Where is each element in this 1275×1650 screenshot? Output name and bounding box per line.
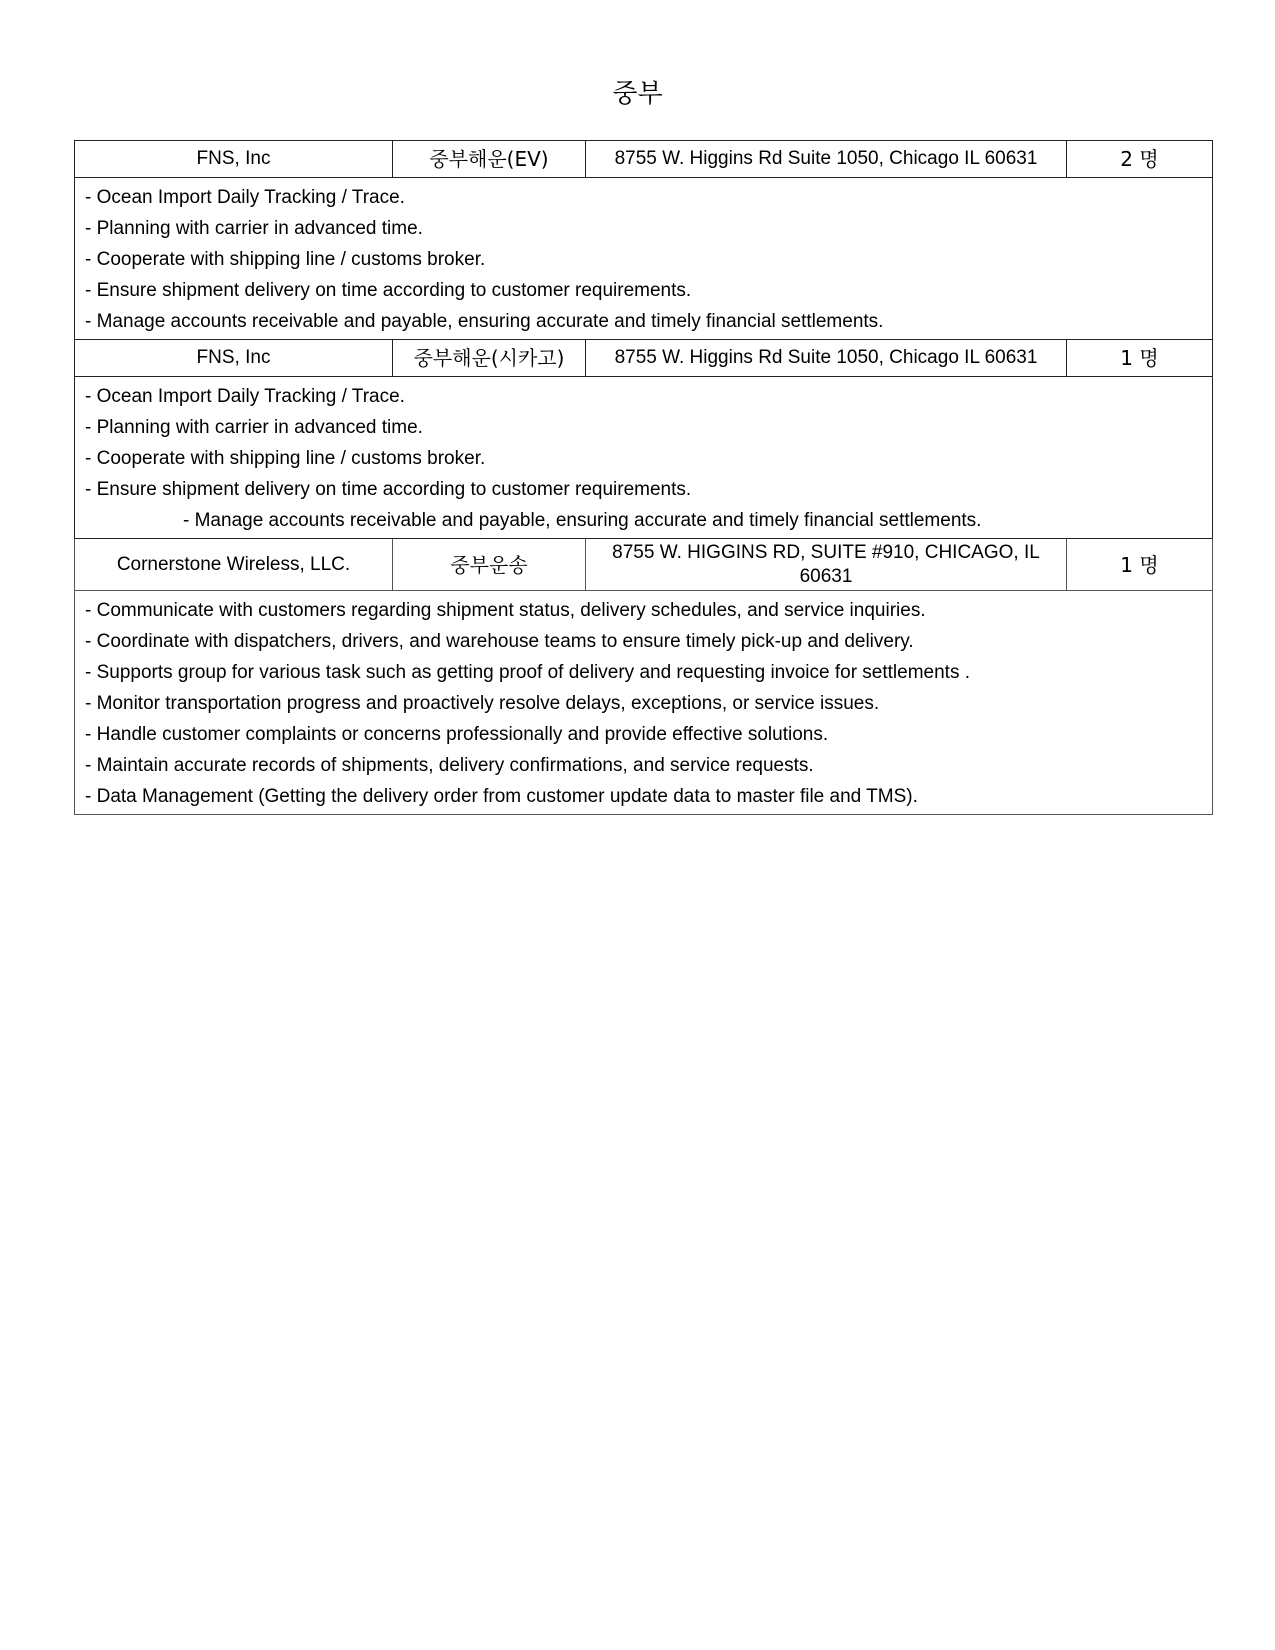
company-cell: Cornerstone Wireless, LLC. [75, 539, 393, 591]
address-cell: 8755 W. Higgins Rd Suite 1050, Chicago IL 60631 [586, 141, 1067, 178]
duty-item: - Cooperate with shipping line / customs broker. [85, 448, 486, 469]
duty-item: - Ensure shipment delivery on time according to customer requirements. [85, 479, 692, 500]
duty-item: - Ocean Import Daily Tracking / Trace. [85, 386, 405, 407]
duty-item: - Data Management (Getting the delivery order from customer update data to master file and TMS). [85, 786, 918, 807]
headcount-cell: 1 명 [1067, 340, 1213, 377]
page-title: 중부 [612, 79, 663, 109]
section-header-row [75, 340, 1213, 377]
address-line: 60631 [799, 565, 853, 587]
duty-item: - Manage accounts receivable and payable, ensuring accurate and timely financial settlements. [183, 510, 982, 531]
branch-cell: 중부해운(시카고) [393, 340, 586, 377]
section-header-row [75, 539, 1213, 591]
duty-item: - Ocean Import Daily Tracking / Trace. [85, 187, 405, 208]
section-header-row [75, 141, 1213, 178]
duty-item: - Planning with carrier in advanced time. [85, 218, 423, 239]
duties-row [75, 178, 1213, 340]
duty-item: - Communicate with customers regarding shipment status, delivery schedules, and service inquiries. [85, 600, 926, 621]
address-line: 8755 W. HIGGINS RD, SUITE #910, CHICAGO, IL [612, 541, 1040, 563]
job-table [74, 140, 1213, 815]
address-cell [586, 539, 1067, 591]
duty-item: - Ensure shipment delivery on time according to customer requirements. [85, 280, 692, 301]
duty-item: - Planning with carrier in advanced time. [85, 417, 423, 438]
duties-row [75, 591, 1213, 815]
duty-item: - Maintain accurate records of shipments, delivery confirmations, and service requests. [85, 755, 814, 776]
branch-cell: 중부해운(EV) [393, 141, 586, 178]
headcount-cell: 2 명 [1067, 141, 1213, 178]
duties-cell [75, 377, 1213, 539]
duty-item: - Monitor transportation progress and proactively resolve delays, exceptions, or service issues. [85, 693, 880, 714]
duty-item: - Coordinate with dispatchers, drivers, and warehouse teams to ensure timely pick-up and delivery. [85, 631, 914, 652]
branch-cell: 중부운송 [393, 539, 586, 591]
company-cell: FNS, Inc [75, 141, 393, 178]
address-cell: 8755 W. Higgins Rd Suite 1050, Chicago IL 60631 [586, 340, 1067, 377]
duties-cell [75, 591, 1213, 815]
duty-item: - Handle customer complaints or concerns professionally and provide effective solutions. [85, 724, 829, 745]
company-cell: FNS, Inc [75, 340, 393, 377]
duties-cell [75, 178, 1213, 340]
duty-item: - Manage accounts receivable and payable, ensuring accurate and timely financial settlements. [85, 311, 884, 332]
duty-item: - Cooperate with shipping line / customs broker. [85, 249, 486, 270]
headcount-cell: 1 명 [1067, 539, 1213, 591]
duty-item: - Supports group for various task such as getting proof of delivery and requesting invoice for settlements . [85, 662, 971, 683]
duties-row [75, 377, 1213, 539]
